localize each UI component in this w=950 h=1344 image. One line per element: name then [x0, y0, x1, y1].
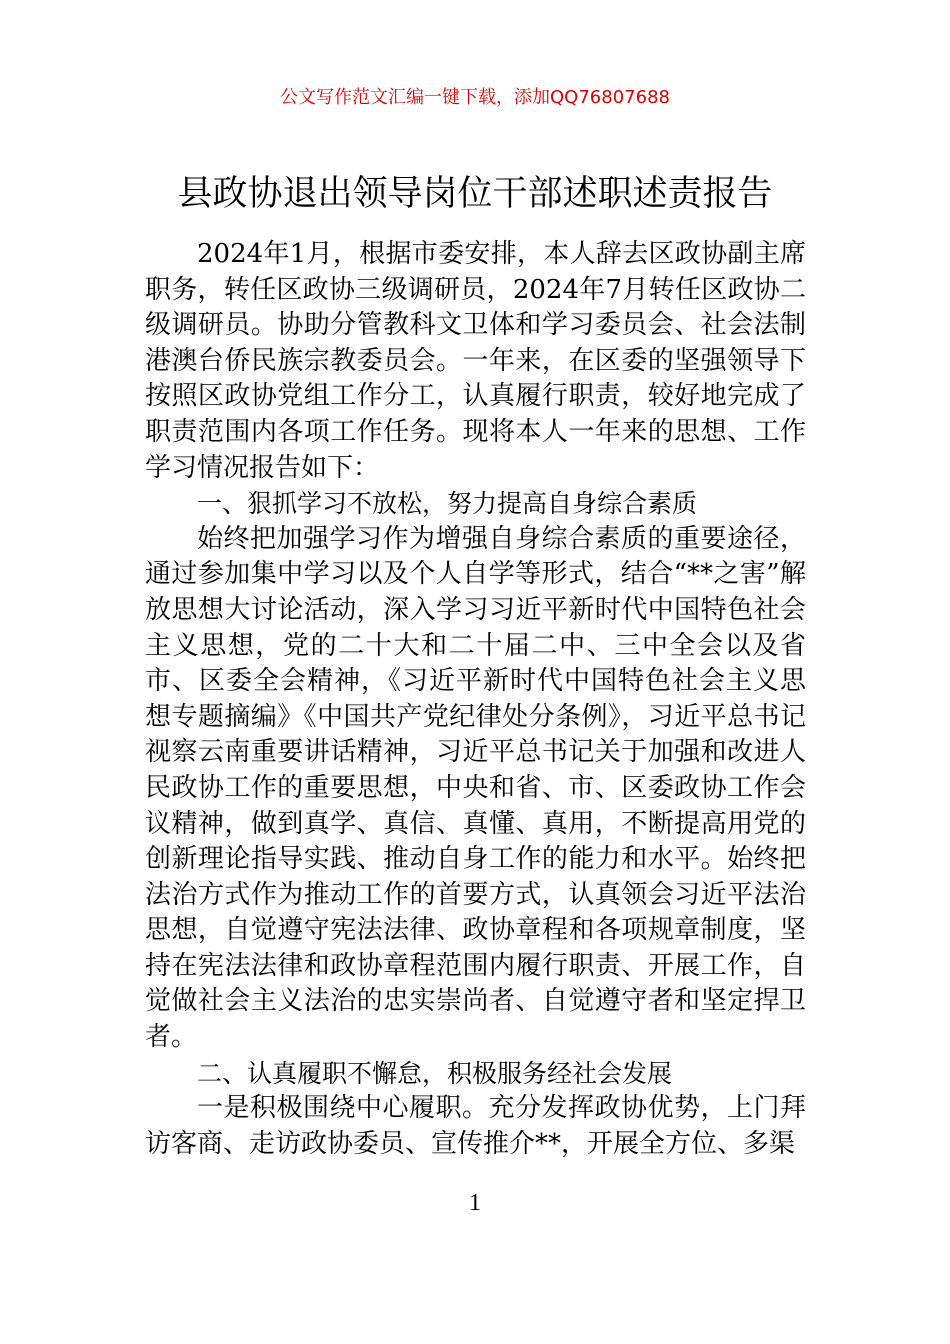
- page-number: 1: [469, 1190, 481, 1216]
- study-paragraph: 始终把加强学习作为增强自身综合素质的重要途径，通过参加集中学习以及个人自学等形式，结合“**之害”解放思想大讨论活动，深入学习习近平新时代中国特色社会主义思想，党的二十大和二十届二中、三中全会以及省市、区委全会精神，《习近平新时代中国特色社会主义思想专题摘编》《中国共产党纪律处分条例》，习近平总书记视察云南重要讲话精神，习近平总书记关于加强和改进人民政协工作的重要思想，中央和省、市、区委政协工作会议精神，做到真学、真信、真懂、真用，不断提高用党的创新理论指导实践、推动自身工作的能力和水平。始终把法治方式作为推动工作的首要方式，认真领会习近平法治思想，自觉遵守宪法法律、政协章程和各项规章制度，坚持在宪法法律和政协章程范围内履行职责、开展工作，自觉做社会主义法治的忠实崇尚者、自觉遵守者和坚定捍卫者。: [145, 523, 806, 1053]
- intro-paragraph: 2024年1月，根据市委安排，本人辞去区政协副主席职务，转任区政协三级调研员，2024年7月转任区政协二级调研员。协助分管教科文卫体和学习委员会、社会法制港澳台侨民族宗教委员会。一年来，在区委的坚强领导下按照区政协党组工作分工，认真履行职责，较好地完成了职责范围内各项工作任务。现将本人一年来的思想、工作学习情况报告如下：: [145, 239, 806, 483]
- section-heading-2: 二、认真履职不懈怠，积极服务经社会发展: [197, 1058, 673, 1088]
- document-body: [145, 237, 806, 1162]
- duty-paragraph: 一是积极围绕中心履职。充分发挥政协优势，上门拜访客商、走访政协委员、宣传推介**，开展全方位、多渠: [145, 1093, 806, 1159]
- download-banner: 公文写作范文汇编一键下载，添加QQ76807688: [280, 87, 670, 108]
- section-heading-1: 一、狠抓学习不放松，努力提高自身综合素质: [197, 489, 698, 519]
- document-title: 县政协退出领导岗位干部述职述责报告: [177, 174, 773, 214]
